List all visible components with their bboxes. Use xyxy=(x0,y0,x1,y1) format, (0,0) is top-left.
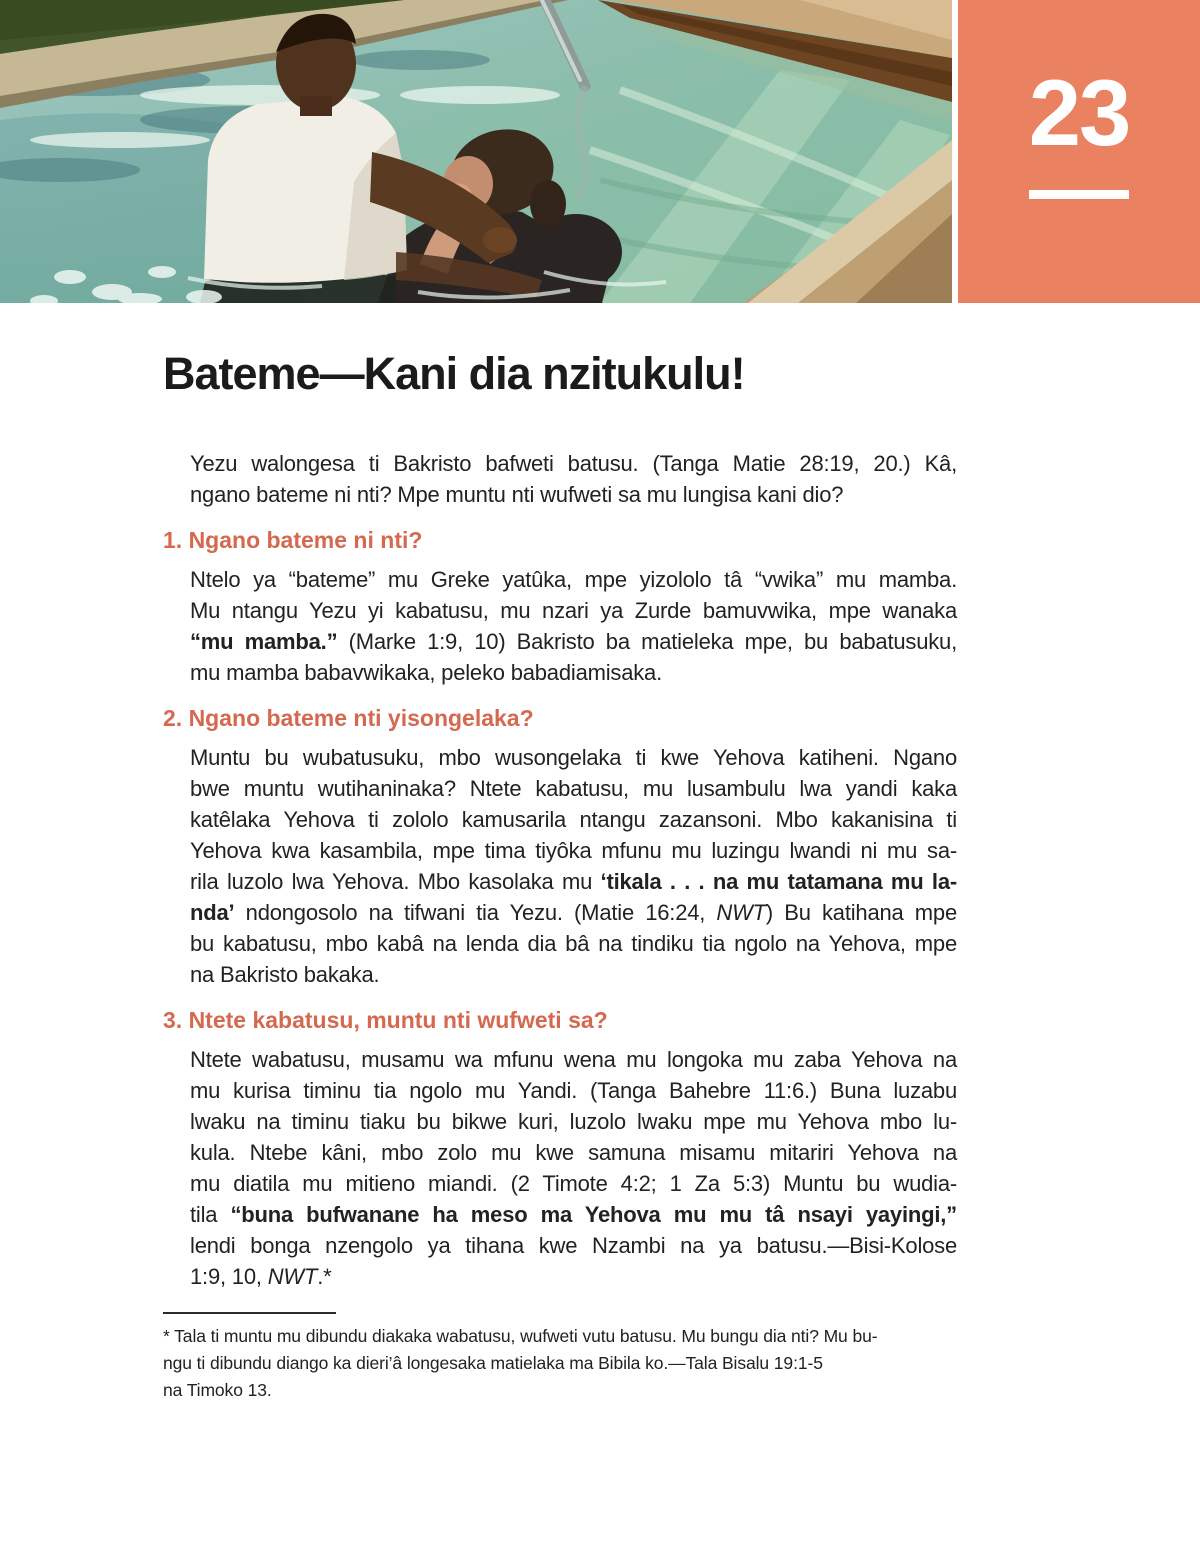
section-2-paragraph: Muntu bu wubatusuku, mbo wusongelaka ti kwe Yehova katiheni. Ngano bwe muntu wutihaninaka? Ntete kabatusu, mu lusambulu lwa yandi kaka katêlaka Yehova ti zololo kamusarila ntangu zazansoni. Mbo kakanisina ti Yehova kwa kasambila, mpe tima tiyôka mfunu mu luzingu lwandi ni mu sa- rila luzolo lwa Yehova. Mbo kasolaka mu ‘tikala . . . na mu tatamana mu la- nda’ ndongosolo na tifwani tia Yezu. (Matie 16:24, NWT) Bu katihana mpe bu kabatusu, mbo kabâ na lenda dia bâ na tindiku tia ngolo na Yehova, mpe na Bakristo bakaka. xyxy=(190,745,958,987)
footnote: * Tala ti muntu mu dibundu diakaka wabatusu, wufweti vutu batusu. Mu bungu dia nti? Mu bu- ngu ti dibundu diango ka dieri’â longesaka matielaka ma Bibila ko.—Tala Bisalu 19:1-5 na Timoko 13. xyxy=(163,1326,878,1400)
lesson-number-badge xyxy=(958,0,1200,303)
lesson-number: 23 xyxy=(1028,60,1130,165)
section-1-heading: 1. Ngano bateme ni nti? xyxy=(163,527,423,553)
section-3-heading: 3. Ntete kabatusu, muntu nti wufweti sa? xyxy=(163,1007,608,1033)
intro-paragraph: Yezu walongesa ti Bakristo bafweti batusu. (Tanga Matie 28:19, 20.) Kâ, ngano bateme ni nti? Mpe muntu nti wufweti sa mu lungisa kani dio? xyxy=(190,451,957,507)
baptism-photo xyxy=(0,0,952,303)
article xyxy=(163,349,957,1404)
lesson-number-underline xyxy=(1029,190,1129,199)
section-1-paragraph: Ntelo ya “bateme” mu Greke yatûka, mpe yizololo tâ “vwika” mu mamba. Mu ntangu Yezu yi kabatusu, mu nzari ya Zurde bamuvwika, mpe wanaka “mu mamba.” (Marke 1:9, 10) Bakristo ba matieleka mpe, bu babatusuku, mu mamba babavwikaka, peleko babadiamisaka. xyxy=(190,567,958,685)
section-2-heading: 2. Ngano bateme nti yisongelaka? xyxy=(163,705,534,731)
footnote-divider xyxy=(163,1312,336,1314)
article-title: Bateme—Kani dia nzitukulu! xyxy=(163,348,745,399)
section-3-paragraph: Ntete wabatusu, musamu wa mfunu wena mu longoka mu zaba Yehova na mu kurisa timinu tia ngolo mu Yandi. (Tanga Bahebre 11:6.) Buna luzabu lwaku na timinu tiaku bu bikwe kuri, luzolo lwaku mpe mu Yehova mbo lu- kula. Ntebe kâni, mbo zolo mu kwe samuna misamu mitariri Yehova na mu diatila mu mitieno miandi. (2 Timote 4:2; 1 Za 5:3) Muntu bu wudia- tila “buna bufwanane ha meso ma Yehova mu mu tâ nsayi yayingi,” lendi bonga nzengolo ya tihana kwe Nzambi na ya batusu.—Bisi-Kolose 1:9, 10, NWT.* xyxy=(190,1047,957,1289)
